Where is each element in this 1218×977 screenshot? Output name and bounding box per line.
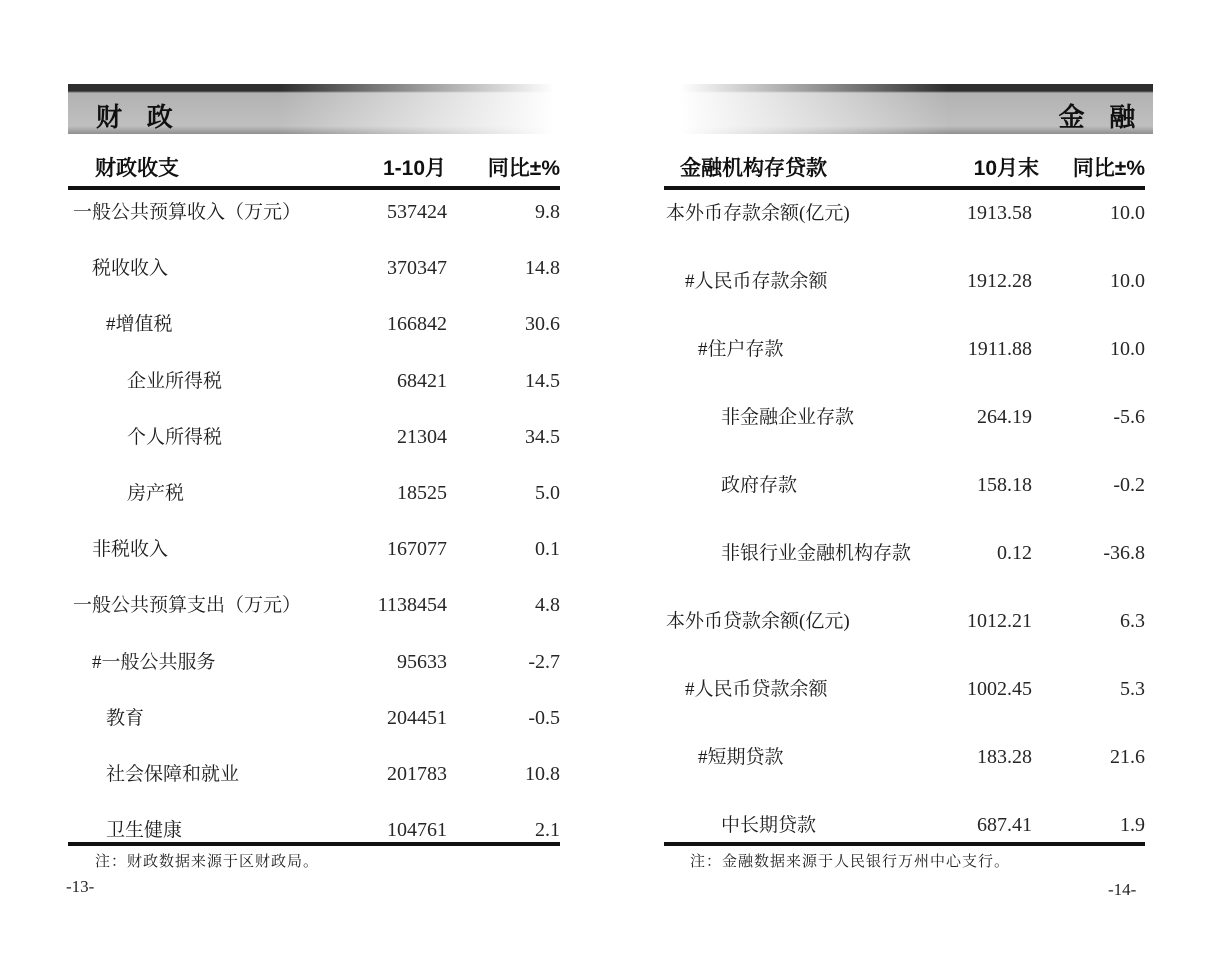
table-row xyxy=(68,423,560,449)
finance-source-note: 注：财政数据来源于区财政局。 xyxy=(95,854,320,870)
row-label: 非金融企业存款 xyxy=(721,407,855,428)
row-yoy: 30.6 xyxy=(525,313,560,336)
row-label: 教育 xyxy=(106,707,145,729)
row-value: 1012.21 xyxy=(967,610,1032,632)
page-number-left: -13- xyxy=(66,877,95,896)
row-value: 1913.58 xyxy=(967,202,1032,224)
row-yoy: -5.6 xyxy=(1113,406,1145,428)
table-row xyxy=(664,811,1145,837)
row-yoy: 10.0 xyxy=(1110,270,1145,292)
row-label: #短期贷款 xyxy=(698,747,784,768)
table-row xyxy=(68,310,560,336)
row-label: #一般公共服务 xyxy=(92,651,216,673)
table-row xyxy=(664,267,1145,293)
table-row xyxy=(664,743,1145,769)
row-value: 104761 xyxy=(387,819,447,842)
row-yoy: 10.8 xyxy=(525,763,560,785)
banking-section-title: 金融 xyxy=(1058,102,1160,132)
row-value: 95633 xyxy=(397,650,447,673)
row-label: 本外币存款余额(亿元) xyxy=(666,203,850,224)
row-label: 社会保障和就业 xyxy=(106,764,240,785)
row-value: 158.18 xyxy=(977,474,1032,496)
table-row xyxy=(664,675,1145,701)
table-row xyxy=(664,539,1145,565)
banking-source-note: 注：金融数据来源于人民银行万州中心支行。 xyxy=(690,854,1011,870)
row-value: 201783 xyxy=(387,763,447,785)
row-value: 1912.28 xyxy=(967,270,1032,292)
row-yoy: -0.5 xyxy=(528,706,560,729)
finance-section-title: 财政 xyxy=(96,102,198,132)
row-label: 非税收入 xyxy=(92,539,169,561)
page-number-right: -14- xyxy=(1108,880,1137,899)
row-yoy: -2.7 xyxy=(528,650,560,673)
row-label: #增值税 xyxy=(106,314,173,336)
row-label: 非银行业金融机构存款 xyxy=(721,543,912,564)
row-value: 204451 xyxy=(387,706,447,729)
table-row xyxy=(68,816,560,842)
table-row xyxy=(664,199,1145,225)
finance-column-yoy: 同比±% xyxy=(487,157,560,180)
row-value: 264.19 xyxy=(977,406,1032,428)
banking-column-period: 10月末 xyxy=(973,157,1039,180)
row-label: 政府存款 xyxy=(721,475,798,496)
row-yoy: 6.3 xyxy=(1120,610,1145,632)
row-yoy: 34.5 xyxy=(525,425,560,448)
table-row xyxy=(664,335,1145,361)
row-label: 企业所得税 xyxy=(127,370,223,392)
table-row xyxy=(68,591,560,617)
row-label: 本外币贷款余额(亿元) xyxy=(666,611,850,632)
row-yoy: 5.3 xyxy=(1120,678,1145,700)
table-row xyxy=(68,704,560,730)
row-yoy: 5.0 xyxy=(535,482,560,504)
banking-bottom-rule xyxy=(664,842,1145,846)
table-row xyxy=(68,198,560,224)
banking-table-body xyxy=(664,0,1145,977)
row-label: 个人所得税 xyxy=(127,426,223,448)
row-label: 一般公共预算支出（万元） xyxy=(73,595,302,617)
row-value: 68421 xyxy=(397,369,447,392)
row-value: 167077 xyxy=(387,538,447,561)
row-yoy: 1.9 xyxy=(1120,814,1145,836)
finance-table-title: 财政收支 xyxy=(95,157,179,180)
row-yoy: 21.6 xyxy=(1110,746,1145,768)
row-yoy: 10.0 xyxy=(1110,338,1145,360)
row-label: 一般公共预算收入（万元） xyxy=(73,202,302,223)
table-row xyxy=(664,607,1145,633)
row-value: 21304 xyxy=(397,425,447,448)
row-yoy: 2.1 xyxy=(535,819,560,842)
row-label: #人民币存款余额 xyxy=(685,271,828,292)
row-yoy: 0.1 xyxy=(535,538,560,561)
row-label: 税收收入 xyxy=(92,258,169,280)
row-yoy: -0.2 xyxy=(1113,474,1145,496)
row-label: #住户存款 xyxy=(698,339,784,360)
row-value: 0.12 xyxy=(997,542,1032,564)
row-value: 687.41 xyxy=(977,814,1032,836)
table-row xyxy=(68,648,560,674)
row-value: 183.28 xyxy=(977,746,1032,768)
table-row xyxy=(68,760,560,786)
banking-column-yoy: 同比±% xyxy=(1072,157,1145,180)
row-yoy: 9.8 xyxy=(535,201,560,223)
row-value: 370347 xyxy=(387,257,447,280)
table-row xyxy=(68,367,560,393)
finance-table-body xyxy=(68,0,560,977)
row-label: #人民币贷款余额 xyxy=(685,679,828,700)
row-yoy: -36.8 xyxy=(1103,542,1145,564)
row-yoy: 4.8 xyxy=(535,594,560,617)
row-label: 房产税 xyxy=(127,483,185,504)
table-row xyxy=(664,471,1145,497)
finance-column-period: 1-10月 xyxy=(382,157,446,180)
row-value: 166842 xyxy=(387,313,447,336)
row-value: 537424 xyxy=(387,201,447,223)
row-yoy: 14.8 xyxy=(525,257,560,280)
row-value: 1911.88 xyxy=(967,338,1032,360)
row-value: 18525 xyxy=(397,482,447,504)
table-row xyxy=(68,254,560,280)
row-value: 1138454 xyxy=(377,594,447,617)
row-yoy: 10.0 xyxy=(1110,202,1145,224)
row-label: 卫生健康 xyxy=(106,820,183,842)
row-yoy: 14.5 xyxy=(525,369,560,392)
table-row xyxy=(68,535,560,561)
finance-bottom-rule xyxy=(68,842,560,846)
row-label: 中长期贷款 xyxy=(721,815,817,836)
banking-table-title: 金融机构存贷款 xyxy=(680,157,827,180)
row-value: 1002.45 xyxy=(967,678,1032,700)
table-row xyxy=(664,403,1145,429)
table-row xyxy=(68,479,560,505)
